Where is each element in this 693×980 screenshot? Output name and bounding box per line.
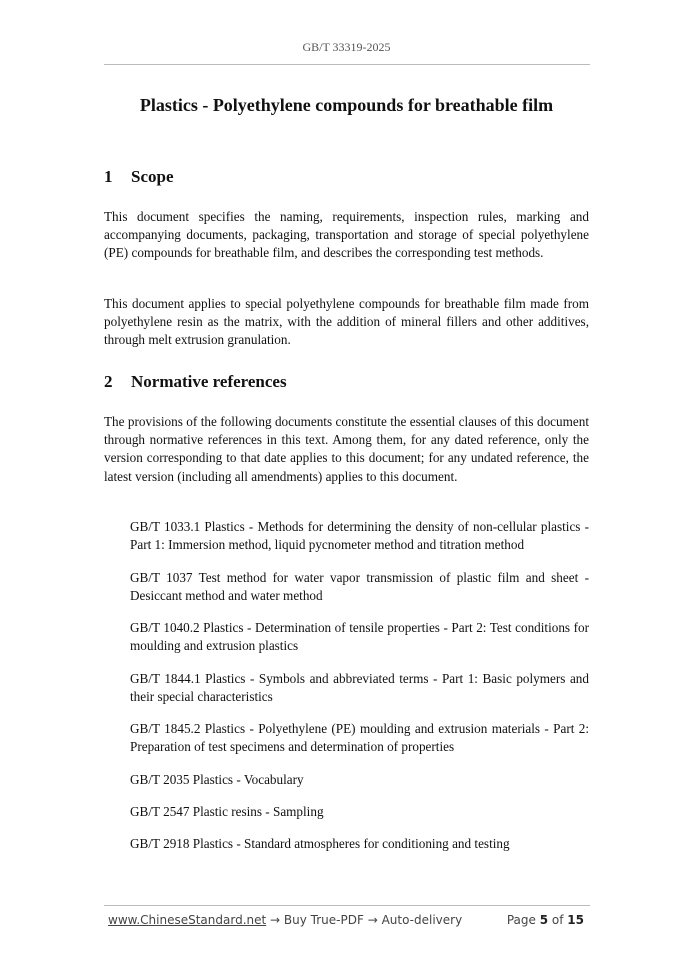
site-link[interactable]: www.ChineseStandard.net [108,913,267,927]
page-current: 5 [539,913,549,927]
reference-item: GB/T 1844.1 Plastics - Symbols and abbreviated terms - Part 1: Basic polymers and their special characteristics [130,671,589,705]
section-2-heading [104,372,287,392]
scope-text-1: This document specifies the naming, requirements, inspection rules, marking and accompanying documents, packaging, transportation and storage of special polyethylene (PE) compounds for breathable film, and describes the corresponding test methods. [104,209,589,261]
scope-paragraph-1 [104,208,589,263]
auto-delivery-text: Auto-delivery [381,913,463,927]
page-label: Page [506,913,536,927]
reference-item: GB/T 1845.2 Plastics - Polyethylene (PE) moulding and extrusion materials - Part 2: Preparation of test specimens and determination of properties [130,721,589,755]
page-total: 15 [567,913,584,927]
header-rule [104,64,590,65]
of-label: of [551,913,564,927]
scope-text-2: This document applies to special polyethylene compounds for breathable film made from polyethylene resin as the matrix, with the addition of mineral fillers and other additives, through melt extrusion granulation. [104,296,589,348]
section-1-number: 1 [104,167,113,186]
document-code-header: GB/T 33319-2025 [302,40,391,54]
reference-item: GB/T 2035 Plastics - Vocabulary [130,772,304,787]
normative-intro-paragraph [104,413,589,486]
reference-item: GB/T 1040.2 Plastics - Determination of tensile properties - Part 2: Test conditions for moulding and extrusion plastics [130,620,589,654]
buy-true-pdf-link[interactable]: Buy True-PDF [283,913,364,927]
footer-rule [104,905,590,906]
reference-item: GB/T 1037 Test method for water vapor transmission of plastic film and sheet - Desiccant method and water method [130,570,589,604]
normative-intro-text: The provisions of the following documents constitute the essential clauses of this document through normative references in this text. Among them, for any dated reference, only the version corresponding to that date applies to this document; for any undated reference, the latest version (including all amendments) applies to this document. [104,414,589,484]
page-indicator [507,913,584,927]
arrow-right-icon: → [270,913,281,927]
page-footer [108,913,584,927]
document-title: Plastics - Polyethylene compounds for breathable film [139,95,554,115]
section-2-number: 2 [104,372,113,391]
reference-item: GB/T 1033.1 Plastics - Methods for determining the density of non-cellular plastics - Part 1: Immersion method, liquid pycnometer method and titration method [130,519,589,553]
reference-item: GB/T 2547 Plastic resins - Sampling [130,804,324,819]
reference-item: GB/T 2918 Plastics - Standard atmospheres for conditioning and testing [130,836,510,851]
section-2-title: Normative references [131,372,287,391]
section-1-title: Scope [131,167,174,186]
section-1-heading [104,167,174,187]
arrow-right-icon: → [367,913,378,927]
scope-paragraph-2 [104,295,589,350]
